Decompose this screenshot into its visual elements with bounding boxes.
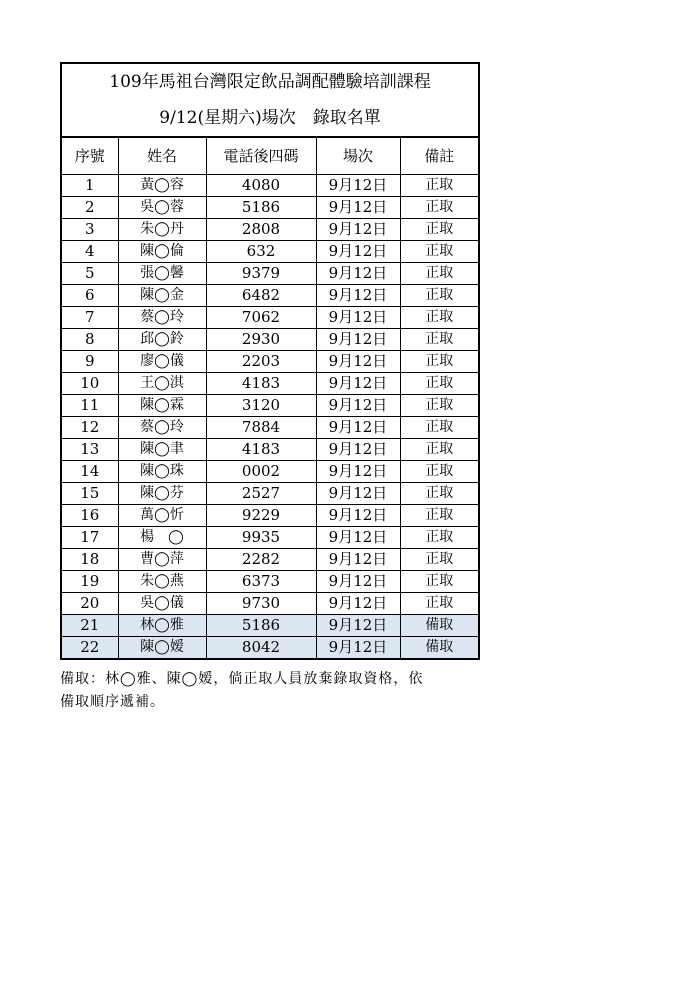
cell-session: 9月12日 [316, 219, 400, 241]
cell-phone: 2930 [206, 329, 316, 351]
cell-phone: 2808 [206, 219, 316, 241]
cell-phone: 3120 [206, 395, 316, 417]
cell-session: 9月12日 [316, 417, 400, 439]
column-header-note: 備註 [400, 137, 479, 175]
column-header-name: 姓名 [118, 137, 206, 175]
cell-session: 9月12日 [316, 329, 400, 351]
cell-phone: 9229 [206, 505, 316, 527]
cell-name: 陳◯芬 [118, 483, 206, 505]
cell-session: 9月12日 [316, 571, 400, 593]
cell-no: 21 [61, 615, 118, 637]
table-row [61, 373, 479, 395]
cell-name: 朱◯燕 [118, 571, 206, 593]
cell-phone: 4183 [206, 373, 316, 395]
cell-name: 朱◯丹 [118, 219, 206, 241]
footnote-line: 備取順序遞補。 [60, 694, 165, 710]
cell-note: 正取 [400, 263, 479, 285]
cell-note: 正取 [400, 571, 479, 593]
cell-session: 9月12日 [316, 263, 400, 285]
table-row [61, 527, 479, 549]
table-row [61, 461, 479, 483]
cell-name: 楊 ◯ [118, 527, 206, 549]
cell-note: 正取 [400, 351, 479, 373]
cell-name: 吳◯蓉 [118, 197, 206, 219]
cell-session: 9月12日 [316, 483, 400, 505]
cell-phone: 8042 [206, 637, 316, 660]
cell-no: 12 [61, 417, 118, 439]
cell-name: 林◯雅 [118, 615, 206, 637]
cell-session: 9月12日 [316, 197, 400, 219]
cell-no: 3 [61, 219, 118, 241]
table-body [61, 175, 479, 660]
admission-list-table [60, 62, 480, 660]
cell-phone: 9730 [206, 593, 316, 615]
table-header-row [61, 137, 479, 175]
table-row [61, 197, 479, 219]
cell-note: 正取 [400, 505, 479, 527]
cell-no: 4 [61, 241, 118, 263]
cell-name: 陳◯倫 [118, 241, 206, 263]
cell-session: 9月12日 [316, 505, 400, 527]
document-title: 109年馬祖台灣限定飲品調配體驗培訓課程 [61, 63, 479, 100]
cell-name: 邱◯鈴 [118, 329, 206, 351]
cell-session: 9月12日 [316, 593, 400, 615]
table-row [61, 549, 479, 571]
table-row [61, 175, 479, 197]
cell-no: 16 [61, 505, 118, 527]
cell-name: 黃◯容 [118, 175, 206, 197]
cell-phone: 2282 [206, 549, 316, 571]
cell-phone: 2203 [206, 351, 316, 373]
cell-no: 10 [61, 373, 118, 395]
cell-note: 正取 [400, 549, 479, 571]
cell-note: 正取 [400, 593, 479, 615]
cell-session: 9月12日 [316, 307, 400, 329]
cell-session: 9月12日 [316, 175, 400, 197]
cell-note: 正取 [400, 439, 479, 461]
cell-note: 正取 [400, 527, 479, 549]
document-subtitle: 9/12(星期六)場次 錄取名單 [61, 100, 479, 137]
cell-name: 廖◯儀 [118, 351, 206, 373]
cell-no: 20 [61, 593, 118, 615]
column-header-phone: 電話後四碼 [206, 137, 316, 175]
footnote [60, 668, 480, 714]
cell-phone: 9935 [206, 527, 316, 549]
cell-phone: 6373 [206, 571, 316, 593]
cell-phone: 5186 [206, 615, 316, 637]
cell-no: 18 [61, 549, 118, 571]
cell-note: 正取 [400, 417, 479, 439]
cell-note: 正取 [400, 285, 479, 307]
cell-session: 9月12日 [316, 439, 400, 461]
cell-note: 正取 [400, 373, 479, 395]
cell-phone: 632 [206, 241, 316, 263]
cell-no: 22 [61, 637, 118, 660]
cell-phone: 2527 [206, 483, 316, 505]
cell-no: 9 [61, 351, 118, 373]
cell-note: 正取 [400, 461, 479, 483]
cell-name: 蔡◯玲 [118, 307, 206, 329]
cell-phone: 7884 [206, 417, 316, 439]
table-row [61, 241, 479, 263]
column-header-no: 序號 [61, 137, 118, 175]
cell-session: 9月12日 [316, 285, 400, 307]
cell-session: 9月12日 [316, 461, 400, 483]
footnote-line: 備取：林◯雅、陳◯嫒，倘正取人員放棄錄取資格，依 [60, 671, 424, 687]
table-row [61, 637, 479, 660]
cell-no: 19 [61, 571, 118, 593]
cell-no: 14 [61, 461, 118, 483]
cell-phone: 4080 [206, 175, 316, 197]
cell-name: 陳◯霖 [118, 395, 206, 417]
cell-no: 6 [61, 285, 118, 307]
table-row [61, 593, 479, 615]
cell-phone: 6482 [206, 285, 316, 307]
table-row [61, 263, 479, 285]
cell-phone: 7062 [206, 307, 316, 329]
cell-note: 正取 [400, 175, 479, 197]
table-row [61, 395, 479, 417]
cell-session: 9月12日 [316, 373, 400, 395]
table-row [61, 483, 479, 505]
cell-no: 11 [61, 395, 118, 417]
cell-no: 1 [61, 175, 118, 197]
cell-note: 正取 [400, 197, 479, 219]
table-row [61, 505, 479, 527]
cell-session: 9月12日 [316, 637, 400, 660]
cell-name: 張◯馨 [118, 263, 206, 285]
cell-phone: 0002 [206, 461, 316, 483]
table-row [61, 351, 479, 373]
column-header-session: 場次 [316, 137, 400, 175]
table-row [61, 307, 479, 329]
cell-note: 正取 [400, 483, 479, 505]
cell-name: 萬◯忻 [118, 505, 206, 527]
cell-session: 9月12日 [316, 351, 400, 373]
cell-no: 17 [61, 527, 118, 549]
cell-name: 王◯淇 [118, 373, 206, 395]
cell-no: 15 [61, 483, 118, 505]
table-row [61, 439, 479, 461]
cell-no: 8 [61, 329, 118, 351]
cell-name: 陳◯嫒 [118, 637, 206, 660]
cell-no: 7 [61, 307, 118, 329]
cell-note: 正取 [400, 329, 479, 351]
cell-phone: 5186 [206, 197, 316, 219]
cell-note: 正取 [400, 219, 479, 241]
cell-session: 9月12日 [316, 241, 400, 263]
cell-note: 備取 [400, 615, 479, 637]
cell-note: 正取 [400, 307, 479, 329]
cell-note: 正取 [400, 241, 479, 263]
cell-name: 蔡◯玲 [118, 417, 206, 439]
table-row [61, 329, 479, 351]
cell-name: 吳◯儀 [118, 593, 206, 615]
table-row [61, 417, 479, 439]
table-row [61, 571, 479, 593]
table-row [61, 219, 479, 241]
cell-session: 9月12日 [316, 615, 400, 637]
cell-name: 陳◯珠 [118, 461, 206, 483]
cell-session: 9月12日 [316, 395, 400, 417]
cell-session: 9月12日 [316, 527, 400, 549]
cell-name: 陳◯聿 [118, 439, 206, 461]
cell-phone: 9379 [206, 263, 316, 285]
table-row [61, 615, 479, 637]
cell-phone: 4183 [206, 439, 316, 461]
cell-note: 備取 [400, 637, 479, 660]
cell-name: 曹◯萍 [118, 549, 206, 571]
cell-no: 5 [61, 263, 118, 285]
cell-name: 陳◯金 [118, 285, 206, 307]
cell-no: 13 [61, 439, 118, 461]
cell-note: 正取 [400, 395, 479, 417]
table-row [61, 285, 479, 307]
cell-no: 2 [61, 197, 118, 219]
cell-session: 9月12日 [316, 549, 400, 571]
